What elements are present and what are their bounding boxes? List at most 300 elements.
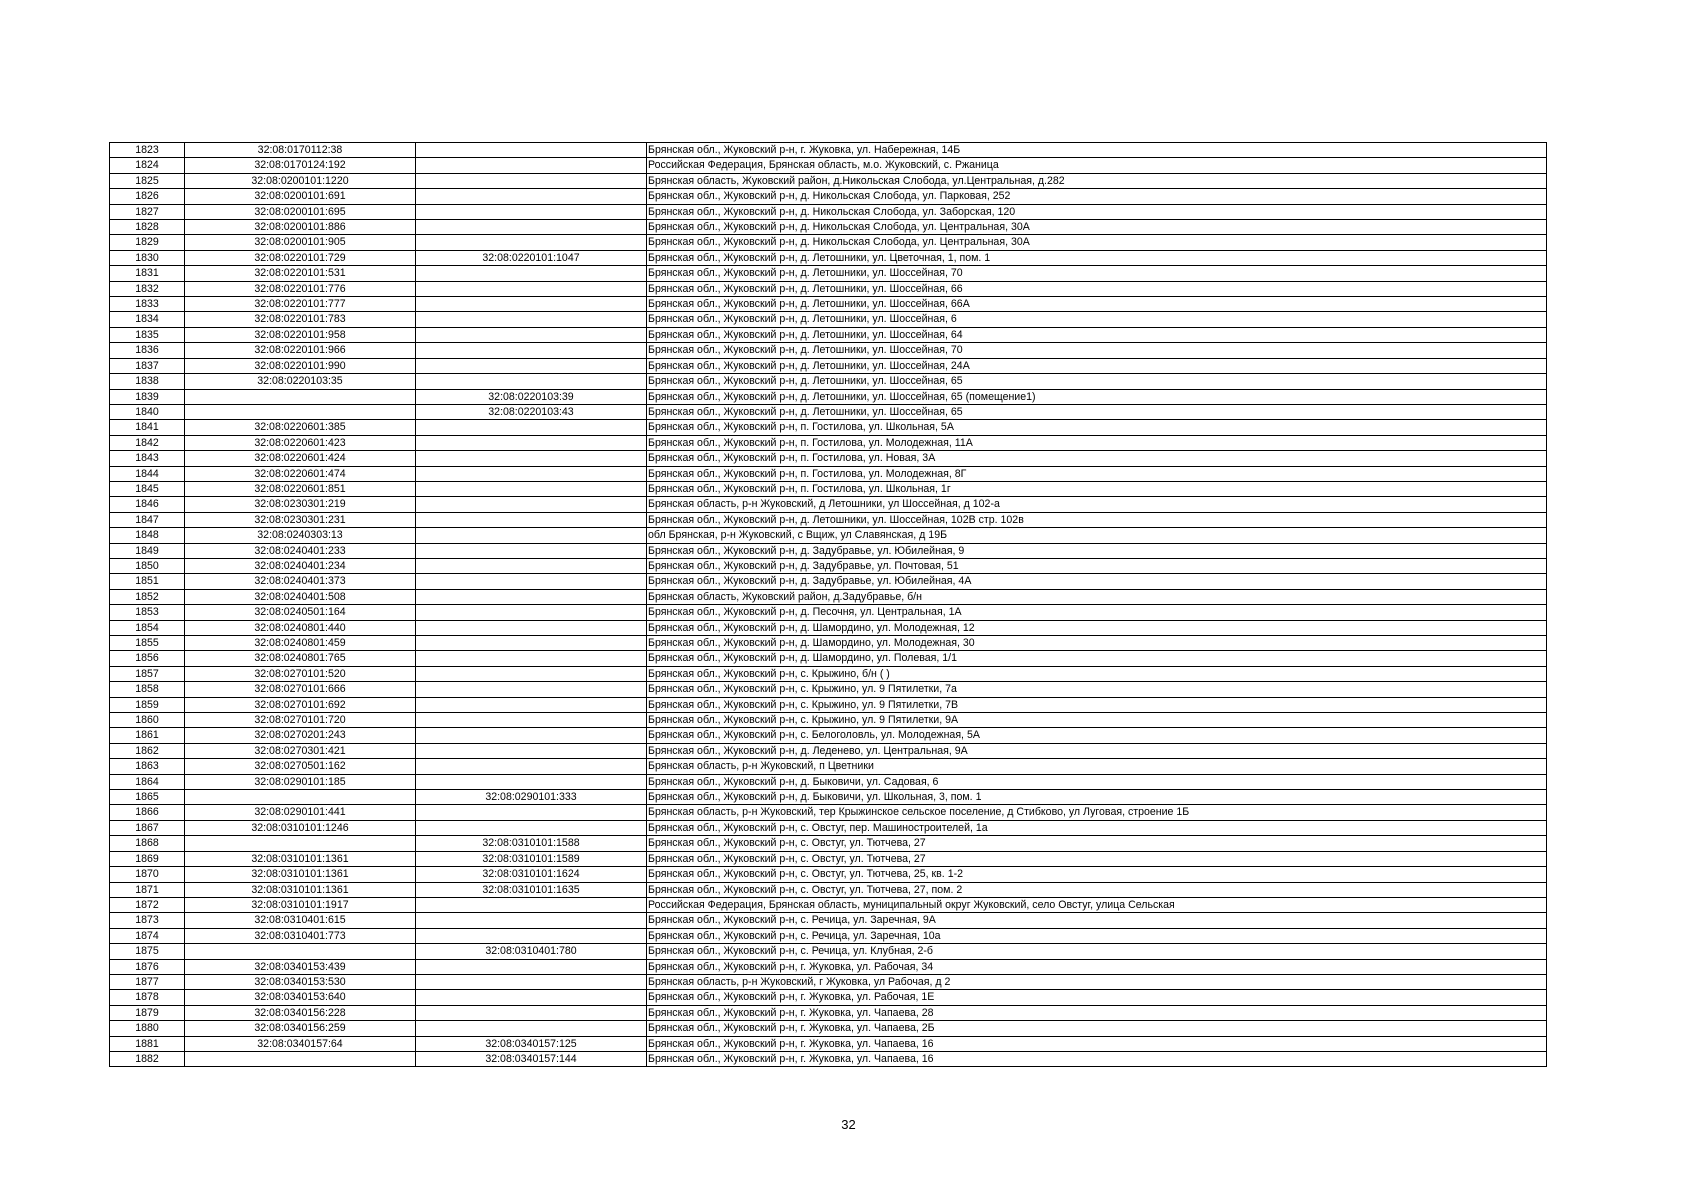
row-number-cell: 1871 <box>110 882 185 897</box>
related-cadastral-number-cell <box>416 1005 647 1020</box>
related-cadastral-number-cell: 32:08:0340157:125 <box>416 1036 647 1051</box>
address-cell: обл Брянская, р-н Жуковский, с Вщиж, ул Славянская, д 19Б <box>647 528 1547 543</box>
row-number-cell: 1865 <box>110 790 185 805</box>
related-cadastral-number-cell <box>416 759 647 774</box>
related-cadastral-number-cell: 32:08:0220103:43 <box>416 404 647 419</box>
row-number-cell: 1876 <box>110 959 185 974</box>
table-row <box>110 327 1547 342</box>
address-cell: Брянская обл., Жуковский р-н, д. Никольская Слобода, ул. Заборская, 120 <box>647 204 1547 219</box>
row-number-cell: 1857 <box>110 666 185 681</box>
cadastral-number-cell: 32:08:0170124:192 <box>185 158 416 173</box>
row-number-cell: 1826 <box>110 189 185 204</box>
row-number-cell: 1851 <box>110 574 185 589</box>
related-cadastral-number-cell <box>416 682 647 697</box>
address-cell: Брянская обл., Жуковский р-н, д. Никольская Слобода, ул. Парковая, 252 <box>647 189 1547 204</box>
row-number-cell: 1844 <box>110 466 185 481</box>
address-cell: Брянская обл., Жуковский р-н, д. Летошники, ул. Шоссейная, 70 <box>647 266 1547 281</box>
cadastral-number-cell: 32:08:0220101:531 <box>185 266 416 281</box>
cadastral-number-cell: 32:08:0310101:1361 <box>185 867 416 882</box>
address-cell: Брянская обл., Жуковский р-н, д. Летошники, ул. Цветочная, 1, пом. 1 <box>647 250 1547 265</box>
row-number-cell: 1856 <box>110 651 185 666</box>
address-cell: Брянская обл., Жуковский р-н, с. Овстуг, ул. Тютчева, 27, пом. 2 <box>647 882 1547 897</box>
related-cadastral-number-cell <box>416 420 647 435</box>
cadastral-number-cell: 32:08:0240801:440 <box>185 620 416 635</box>
table-row <box>110 512 1547 527</box>
row-number-cell: 1878 <box>110 990 185 1005</box>
table-row <box>110 481 1547 496</box>
table-row <box>110 1021 1547 1036</box>
cadastral-number-cell <box>185 404 416 419</box>
address-cell: Брянская обл., Жуковский р-н, д. Летошники, ул. Шоссейная, 64 <box>647 327 1547 342</box>
cadastral-number-cell: 32:08:0220101:777 <box>185 297 416 312</box>
page-number: 32 <box>841 1117 856 1132</box>
row-number-cell: 1858 <box>110 682 185 697</box>
related-cadastral-number-cell <box>416 435 647 450</box>
table-row <box>110 220 1547 235</box>
cadastral-number-cell: 32:08:0310101:1361 <box>185 851 416 866</box>
table-row <box>110 790 1547 805</box>
related-cadastral-number-cell <box>416 651 647 666</box>
related-cadastral-number-cell <box>416 636 647 651</box>
row-number-cell: 1846 <box>110 497 185 512</box>
cadastral-number-cell: 32:08:0270201:243 <box>185 728 416 743</box>
row-number-cell: 1879 <box>110 1005 185 1020</box>
related-cadastral-number-cell <box>416 589 647 604</box>
cadastral-number-cell: 32:08:0310401:773 <box>185 928 416 943</box>
address-cell: Брянская обл., Жуковский р-н, с. Овстуг, ул. Тютчева, 27 <box>647 851 1547 866</box>
cadastral-number-cell: 32:08:0290101:185 <box>185 774 416 789</box>
address-cell: Брянская обл., Жуковский р-н, д. Летошники, ул. Шоссейная, 102В стр. 102в <box>647 512 1547 527</box>
address-cell: Брянская обл., Жуковский р-н, д. Задубравье, ул. Юбилейная, 9 <box>647 543 1547 558</box>
address-cell: Брянская обл., Жуковский р-н, д. Шамордино, ул. Молодежная, 12 <box>647 620 1547 635</box>
address-cell: Российская Федерация, Брянская область, муниципальный округ Жуковский, село Овстуг, улица Сельская <box>647 897 1547 912</box>
address-cell: Брянская обл., Жуковский р-н, д. Леденево, ул. Центральная, 9А <box>647 743 1547 758</box>
row-number-cell: 1836 <box>110 343 185 358</box>
row-number-cell: 1849 <box>110 543 185 558</box>
table-row <box>110 928 1547 943</box>
address-cell: Брянская область, р-н Жуковский, п Цветники <box>647 759 1547 774</box>
row-number-cell: 1834 <box>110 312 185 327</box>
address-cell: Брянская обл., Жуковский р-н, д. Задубравье, ул. Почтовая, 51 <box>647 558 1547 573</box>
related-cadastral-number-cell <box>416 189 647 204</box>
table-row <box>110 189 1547 204</box>
related-cadastral-number-cell <box>416 543 647 558</box>
cadastral-number-cell: 32:08:0270101:520 <box>185 666 416 681</box>
address-cell: Брянская область, Жуковский район, д.Никольская Слобода, ул.Центральная, д.282 <box>647 173 1547 188</box>
cadastral-number-cell: 32:08:0340153:640 <box>185 990 416 1005</box>
cadastral-number-cell: 32:08:0200101:691 <box>185 189 416 204</box>
address-cell: Брянская область, р-н Жуковский, тер Крыжинское сельское поселение, д Стибково, ул Луговая, строение 1Б <box>647 805 1547 820</box>
table-row <box>110 1036 1547 1051</box>
address-cell: Брянская обл., Жуковский р-н, д. Летошники, ул. Шоссейная, 66А <box>647 297 1547 312</box>
address-cell: Брянская обл., Жуковский р-н, с. Крыжино, ул. 9 Пятилетки, 7а <box>647 682 1547 697</box>
row-number-cell: 1870 <box>110 867 185 882</box>
related-cadastral-number-cell <box>416 558 647 573</box>
address-cell: Брянская обл., Жуковский р-н, п. Гостилова, ул. Молодежная, 11А <box>647 435 1547 450</box>
cadastral-number-cell: 32:08:0240501:164 <box>185 605 416 620</box>
cadastral-number-cell: 32:08:0340153:530 <box>185 974 416 989</box>
row-number-cell: 1855 <box>110 636 185 651</box>
related-cadastral-number-cell <box>416 143 647 158</box>
table-row <box>110 913 1547 928</box>
property-table <box>109 142 1547 1067</box>
address-cell: Брянская обл., Жуковский р-н, г. Жуковка, ул. Чапаева, 2Б <box>647 1021 1547 1036</box>
related-cadastral-number-cell <box>416 897 647 912</box>
row-number-cell: 1831 <box>110 266 185 281</box>
row-number-cell: 1835 <box>110 327 185 342</box>
address-cell: Брянская область, р-н Жуковский, г Жуковка, ул Рабочая, д 2 <box>647 974 1547 989</box>
related-cadastral-number-cell: 32:08:0310101:1589 <box>416 851 647 866</box>
table-row <box>110 466 1547 481</box>
table-row <box>110 312 1547 327</box>
table-row <box>110 143 1547 158</box>
table-row <box>110 420 1547 435</box>
row-number-cell: 1859 <box>110 697 185 712</box>
cadastral-number-cell: 32:08:0290101:441 <box>185 805 416 820</box>
cadastral-number-cell: 32:08:0240401:373 <box>185 574 416 589</box>
cadastral-number-cell <box>185 1051 416 1066</box>
related-cadastral-number-cell <box>416 928 647 943</box>
table-row <box>110 374 1547 389</box>
address-cell: Брянская обл., Жуковский р-н, д. Летошники, ул. Шоссейная, 65 <box>647 404 1547 419</box>
table-row <box>110 851 1547 866</box>
table-row <box>110 820 1547 835</box>
cadastral-number-cell: 32:08:0220601:851 <box>185 481 416 496</box>
related-cadastral-number-cell <box>416 1021 647 1036</box>
related-cadastral-number-cell <box>416 913 647 928</box>
row-number-cell: 1833 <box>110 297 185 312</box>
related-cadastral-number-cell <box>416 728 647 743</box>
table-row <box>110 158 1547 173</box>
cadastral-number-cell: 32:08:0230301:231 <box>185 512 416 527</box>
row-number-cell: 1830 <box>110 250 185 265</box>
related-cadastral-number-cell <box>416 512 647 527</box>
address-cell: Брянская обл., Жуковский р-н, г. Жуковка, ул. Рабочая, 1Е <box>647 990 1547 1005</box>
table-row <box>110 281 1547 296</box>
table-row <box>110 435 1547 450</box>
row-number-cell: 1828 <box>110 220 185 235</box>
row-number-cell: 1869 <box>110 851 185 866</box>
cadastral-number-cell: 32:08:0230301:219 <box>185 497 416 512</box>
table-row <box>110 666 1547 681</box>
address-cell: Брянская обл., Жуковский р-н, д. Летошники, ул. Шоссейная, 6 <box>647 312 1547 327</box>
related-cadastral-number-cell <box>416 481 647 496</box>
row-number-cell: 1852 <box>110 589 185 604</box>
related-cadastral-number-cell <box>416 466 647 481</box>
table-row <box>110 743 1547 758</box>
related-cadastral-number-cell <box>416 281 647 296</box>
related-cadastral-number-cell <box>416 805 647 820</box>
row-number-cell: 1880 <box>110 1021 185 1036</box>
related-cadastral-number-cell: 32:08:0220101:1047 <box>416 250 647 265</box>
row-number-cell: 1841 <box>110 420 185 435</box>
address-cell: Брянская обл., Жуковский р-н, п. Гостилова, ул. Школьная, 1г <box>647 481 1547 496</box>
related-cadastral-number-cell <box>416 327 647 342</box>
related-cadastral-number-cell <box>416 774 647 789</box>
cadastral-number-cell: 32:08:0220101:729 <box>185 250 416 265</box>
table-row <box>110 682 1547 697</box>
row-number-cell: 1863 <box>110 759 185 774</box>
address-cell: Брянская обл., Жуковский р-н, д. Летошники, ул. Шоссейная, 66 <box>647 281 1547 296</box>
table-row <box>110 558 1547 573</box>
table-row <box>110 974 1547 989</box>
cadastral-number-cell: 32:08:0310101:1246 <box>185 820 416 835</box>
cadastral-number-cell: 32:08:0310401:615 <box>185 913 416 928</box>
address-cell: Брянская область, Жуковский район, д.Задубравье, б/н <box>647 589 1547 604</box>
related-cadastral-number-cell: 32:08:0220103:39 <box>416 389 647 404</box>
address-cell: Брянская обл., Жуковский р-н, с. Белоголовль, ул. Молодежная, 5А <box>647 728 1547 743</box>
cadastral-number-cell: 32:08:0220103:35 <box>185 374 416 389</box>
address-cell: Брянская обл., Жуковский р-н, с. Крыжино, ул. 9 Пятилетки, 9А <box>647 713 1547 728</box>
related-cadastral-number-cell <box>416 713 647 728</box>
related-cadastral-number-cell <box>416 605 647 620</box>
related-cadastral-number-cell <box>416 158 647 173</box>
address-cell: Брянская обл., Жуковский р-н, п. Гостилова, ул. Школьная, 5А <box>647 420 1547 435</box>
address-cell: Брянская обл., Жуковский р-н, д. Никольская Слобода, ул. Центральная, 30А <box>647 235 1547 250</box>
address-cell: Брянская обл., Жуковский р-н, с. Овстуг, пер. Машиностроителей, 1а <box>647 820 1547 835</box>
cadastral-number-cell: 32:08:0270101:666 <box>185 682 416 697</box>
cadastral-number-cell <box>185 790 416 805</box>
related-cadastral-number-cell <box>416 173 647 188</box>
table-row <box>110 713 1547 728</box>
table-row <box>110 897 1547 912</box>
cadastral-number-cell: 32:08:0310101:1917 <box>185 897 416 912</box>
address-cell: Брянская обл., Жуковский р-н, д. Летошники, ул. Шоссейная, 24А <box>647 358 1547 373</box>
table-row <box>110 651 1547 666</box>
cadastral-number-cell: 32:08:0240401:508 <box>185 589 416 604</box>
row-number-cell: 1845 <box>110 481 185 496</box>
cadastral-number-cell: 32:08:0270101:692 <box>185 697 416 712</box>
related-cadastral-number-cell <box>416 959 647 974</box>
table-row <box>110 836 1547 851</box>
table-row <box>110 1005 1547 1020</box>
table-row <box>110 528 1547 543</box>
related-cadastral-number-cell <box>416 204 647 219</box>
table-row <box>110 959 1547 974</box>
table-row <box>110 728 1547 743</box>
row-number-cell: 1874 <box>110 928 185 943</box>
row-number-cell: 1853 <box>110 605 185 620</box>
address-cell: Брянская обл., Жуковский р-н, п. Гостилова, ул. Новая, 3А <box>647 451 1547 466</box>
related-cadastral-number-cell <box>416 620 647 635</box>
row-number-cell: 1847 <box>110 512 185 527</box>
table-row <box>110 297 1547 312</box>
table-row <box>110 404 1547 419</box>
address-cell: Брянская обл., Жуковский р-н, д. Летошники, ул. Шоссейная, 65 <box>647 374 1547 389</box>
related-cadastral-number-cell: 32:08:0310401:780 <box>416 944 647 959</box>
related-cadastral-number-cell: 32:08:0310101:1588 <box>416 836 647 851</box>
row-number-cell: 1861 <box>110 728 185 743</box>
cadastral-number-cell <box>185 944 416 959</box>
cadastral-number-cell: 32:08:0270101:720 <box>185 713 416 728</box>
cadastral-number-cell: 32:08:0310101:1361 <box>185 882 416 897</box>
related-cadastral-number-cell <box>416 358 647 373</box>
cadastral-number-cell: 32:08:0240401:234 <box>185 558 416 573</box>
related-cadastral-number-cell <box>416 312 647 327</box>
address-cell: Брянская обл., Жуковский р-н, г. Жуковка, ул. Чапаева, 16 <box>647 1036 1547 1051</box>
related-cadastral-number-cell <box>416 990 647 1005</box>
cadastral-number-cell: 32:08:0270501:162 <box>185 759 416 774</box>
row-number-cell: 1842 <box>110 435 185 450</box>
table-row <box>110 774 1547 789</box>
table-row <box>110 173 1547 188</box>
table-row <box>110 343 1547 358</box>
cadastral-number-cell: 32:08:0220101:966 <box>185 343 416 358</box>
cadastral-number-cell: 32:08:0340156:228 <box>185 1005 416 1020</box>
row-number-cell: 1843 <box>110 451 185 466</box>
cadastral-number-cell: 32:08:0220101:990 <box>185 358 416 373</box>
table-row <box>110 605 1547 620</box>
table-row <box>110 543 1547 558</box>
table-body <box>110 143 1547 1067</box>
table-row <box>110 882 1547 897</box>
address-cell: Брянская обл., Жуковский р-н, п. Гостилова, ул. Молодежная, 8Г <box>647 466 1547 481</box>
address-cell: Брянская обл., Жуковский р-н, д. Шамордино, ул. Молодежная, 30 <box>647 636 1547 651</box>
table-row <box>110 636 1547 651</box>
row-number-cell: 1882 <box>110 1051 185 1066</box>
row-number-cell: 1840 <box>110 404 185 419</box>
address-cell: Брянская обл., Жуковский р-н, г. Жуковка, ул. Рабочая, 34 <box>647 959 1547 974</box>
related-cadastral-number-cell <box>416 697 647 712</box>
address-cell: Брянская обл., Жуковский р-н, д. Быковичи, ул. Школьная, 3, пом. 1 <box>647 790 1547 805</box>
table-row <box>110 266 1547 281</box>
related-cadastral-number-cell <box>416 235 647 250</box>
address-cell: Брянская обл., Жуковский р-н, г. Жуковка, ул. Набережная, 14Б <box>647 143 1547 158</box>
table-row <box>110 620 1547 635</box>
table-row <box>110 389 1547 404</box>
address-cell: Брянская обл., Жуковский р-н, д. Песочня, ул. Центральная, 1А <box>647 605 1547 620</box>
table-row <box>110 451 1547 466</box>
cadastral-number-cell <box>185 389 416 404</box>
table-row <box>110 235 1547 250</box>
row-number-cell: 1824 <box>110 158 185 173</box>
address-cell: Брянская обл., Жуковский р-н, д. Летошники, ул. Шоссейная, 65 (помещение1) <box>647 389 1547 404</box>
related-cadastral-number-cell <box>416 743 647 758</box>
related-cadastral-number-cell <box>416 574 647 589</box>
table-row <box>110 867 1547 882</box>
related-cadastral-number-cell <box>416 820 647 835</box>
row-number-cell: 1832 <box>110 281 185 296</box>
cadastral-number-cell: 32:08:0200101:695 <box>185 204 416 219</box>
address-cell: Брянская обл., Жуковский р-н, д. Задубравье, ул. Юбилейная, 4А <box>647 574 1547 589</box>
related-cadastral-number-cell: 32:08:0310101:1624 <box>416 867 647 882</box>
row-number-cell: 1873 <box>110 913 185 928</box>
cadastral-number-cell: 32:08:0240801:459 <box>185 636 416 651</box>
row-number-cell: 1860 <box>110 713 185 728</box>
address-cell: Брянская обл., Жуковский р-н, д. Летошники, ул. Шоссейная, 70 <box>647 343 1547 358</box>
table-row <box>110 574 1547 589</box>
row-number-cell: 1839 <box>110 389 185 404</box>
table-row <box>110 497 1547 512</box>
address-cell: Брянская обл., Жуковский р-н, с. Крыжино, ул. 9 Пятилетки, 7В <box>647 697 1547 712</box>
table-row <box>110 759 1547 774</box>
table-row <box>110 697 1547 712</box>
row-number-cell: 1837 <box>110 358 185 373</box>
cadastral-number-cell: 32:08:0240401:233 <box>185 543 416 558</box>
table-row <box>110 204 1547 219</box>
row-number-cell: 1825 <box>110 173 185 188</box>
row-number-cell: 1829 <box>110 235 185 250</box>
address-cell: Брянская обл., Жуковский р-н, с. Овстуг, ул. Тютчева, 25, кв. 1-2 <box>647 867 1547 882</box>
address-cell: Брянская обл., Жуковский р-н, с. Речица, ул. Заречная, 10а <box>647 928 1547 943</box>
cadastral-number-cell: 32:08:0220101:958 <box>185 327 416 342</box>
related-cadastral-number-cell <box>416 220 647 235</box>
cadastral-number-cell: 32:08:0270301:421 <box>185 743 416 758</box>
cadastral-number-cell: 32:08:0200101:886 <box>185 220 416 235</box>
cadastral-number-cell: 32:08:0220601:423 <box>185 435 416 450</box>
related-cadastral-number-cell <box>416 974 647 989</box>
cadastral-number-cell: 32:08:0220601:424 <box>185 451 416 466</box>
cadastral-number-cell: 32:08:0170112:38 <box>185 143 416 158</box>
related-cadastral-number-cell: 32:08:0310101:1635 <box>416 882 647 897</box>
row-number-cell: 1850 <box>110 558 185 573</box>
address-cell: Брянская обл., Жуковский р-н, с. Овстуг, ул. Тютчева, 27 <box>647 836 1547 851</box>
related-cadastral-number-cell <box>416 666 647 681</box>
row-number-cell: 1838 <box>110 374 185 389</box>
row-number-cell: 1823 <box>110 143 185 158</box>
cadastral-number-cell: 32:08:0220601:385 <box>185 420 416 435</box>
cadastral-number-cell: 32:08:0220101:776 <box>185 281 416 296</box>
row-number-cell: 1864 <box>110 774 185 789</box>
related-cadastral-number-cell: 32:08:0290101:333 <box>416 790 647 805</box>
row-number-cell: 1875 <box>110 944 185 959</box>
row-number-cell: 1827 <box>110 204 185 219</box>
cadastral-number-cell: 32:08:0220101:783 <box>185 312 416 327</box>
cadastral-number-cell: 32:08:0340156:259 <box>185 1021 416 1036</box>
cadastral-number-cell: 32:08:0220601:474 <box>185 466 416 481</box>
related-cadastral-number-cell <box>416 497 647 512</box>
related-cadastral-number-cell <box>416 528 647 543</box>
address-cell: Брянская обл., Жуковский р-н, д. Быковичи, ул. Садовая, 6 <box>647 774 1547 789</box>
related-cadastral-number-cell <box>416 297 647 312</box>
address-cell: Брянская обл., Жуковский р-н, с. Крыжино, б/н ( ) <box>647 666 1547 681</box>
address-cell: Брянская обл., Жуковский р-н, с. Речица, ул. Клубная, 2-б <box>647 944 1547 959</box>
address-cell: Брянская область, р-н Жуковский, д Летошники, ул Шоссейная, д 102-а <box>647 497 1547 512</box>
row-number-cell: 1872 <box>110 897 185 912</box>
row-number-cell: 1848 <box>110 528 185 543</box>
row-number-cell: 1877 <box>110 974 185 989</box>
cadastral-number-cell: 32:08:0340157:64 <box>185 1036 416 1051</box>
cadastral-number-cell: 32:08:0200101:905 <box>185 235 416 250</box>
row-number-cell: 1866 <box>110 805 185 820</box>
address-cell: Брянская обл., Жуковский р-н, г. Жуковка, ул. Чапаева, 16 <box>647 1051 1547 1066</box>
related-cadastral-number-cell <box>416 374 647 389</box>
row-number-cell: 1867 <box>110 820 185 835</box>
table-row <box>110 589 1547 604</box>
related-cadastral-number-cell <box>416 266 647 281</box>
address-cell: Брянская обл., Жуковский р-н, с. Речица, ул. Заречная, 9А <box>647 913 1547 928</box>
row-number-cell: 1862 <box>110 743 185 758</box>
row-number-cell: 1854 <box>110 620 185 635</box>
cadastral-number-cell: 32:08:0240801:765 <box>185 651 416 666</box>
cadastral-number-cell <box>185 836 416 851</box>
address-cell: Брянская обл., Жуковский р-н, д. Никольская Слобода, ул. Центральная, 30А <box>647 220 1547 235</box>
cadastral-number-cell: 32:08:0200101:1220 <box>185 173 416 188</box>
related-cadastral-number-cell <box>416 451 647 466</box>
table-row <box>110 1051 1547 1066</box>
address-cell: Брянская обл., Жуковский р-н, г. Жуковка, ул. Чапаева, 28 <box>647 1005 1547 1020</box>
cadastral-number-cell: 32:08:0340153:439 <box>185 959 416 974</box>
table-row <box>110 250 1547 265</box>
address-cell: Брянская обл., Жуковский р-н, д. Шамордино, ул. Полевая, 1/1 <box>647 651 1547 666</box>
related-cadastral-number-cell: 32:08:0340157:144 <box>416 1051 647 1066</box>
table-row <box>110 944 1547 959</box>
table-row <box>110 805 1547 820</box>
related-cadastral-number-cell <box>416 343 647 358</box>
cadastral-number-cell: 32:08:0240303:13 <box>185 528 416 543</box>
table-row <box>110 990 1547 1005</box>
address-cell: Российская Федерация, Брянская область, м.о. Жуковский, с. Ржаница <box>647 158 1547 173</box>
